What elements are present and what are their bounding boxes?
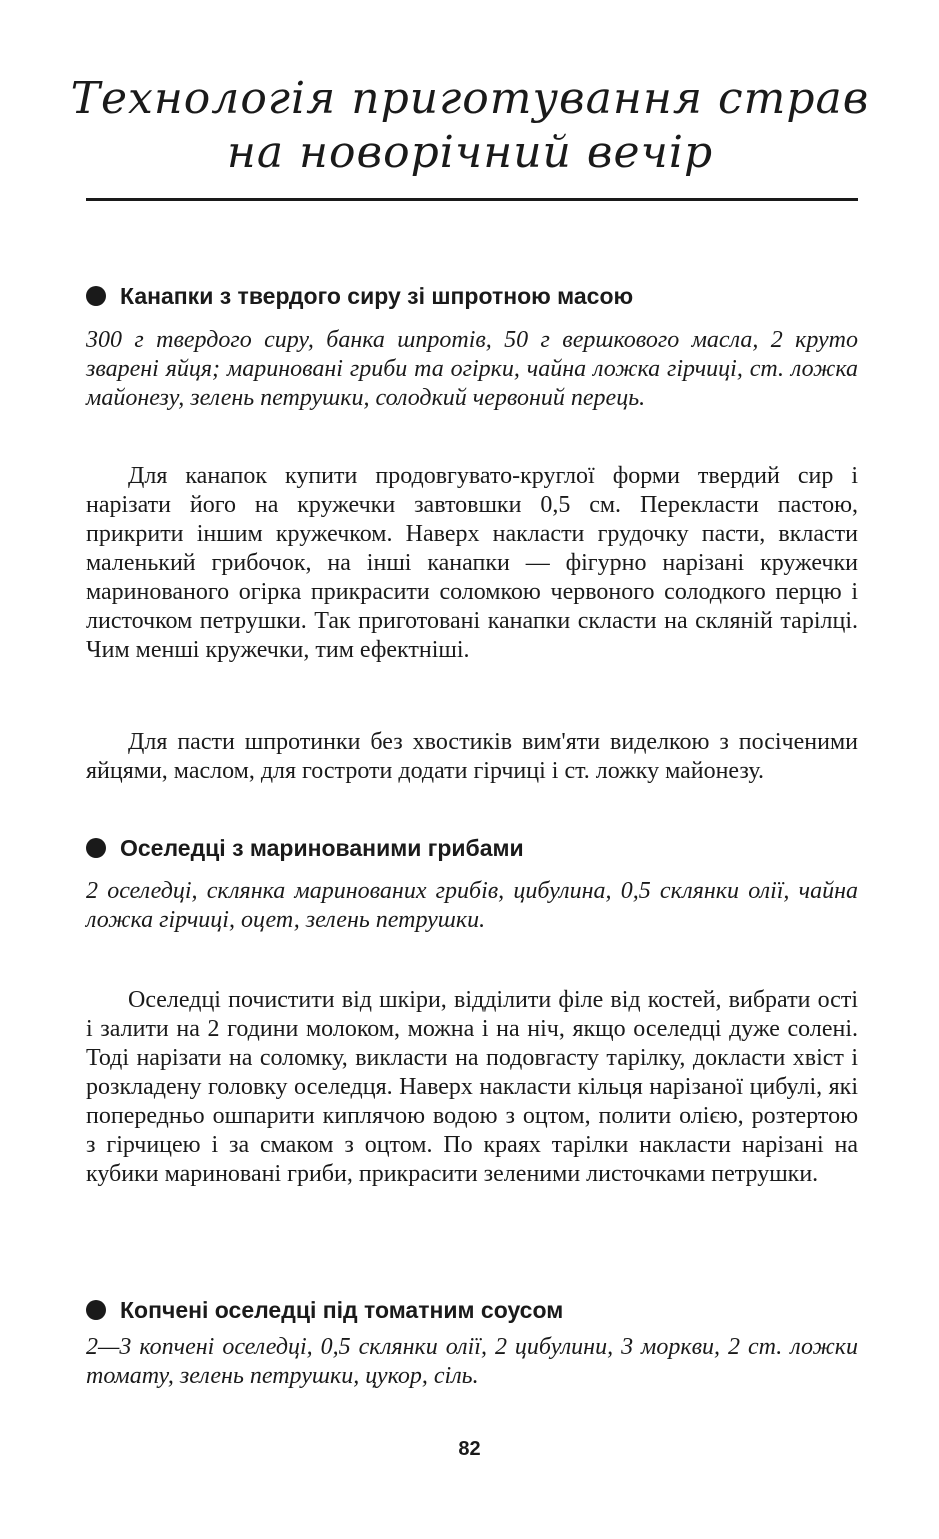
recipe-heading-canapes xyxy=(86,281,866,311)
recipe-paragraph: Для канапок купити продовгувато-круглої форми твердий сир і нарізати його на кружечки завтовшки 0,5 см. Перекласти пастою, прикрити іншим кружечком. Наверх накласти грудочку пасти, вкласти маленький грибочок, на інші канапки — фігурно нарізані кружечки маринованого огірка прикрасити соломкою червоного солодкого перцю і листочком петрушки. Так приготовані канапки скласти на скляній тарілці. Чим менші кружечки, тим ефектніші. xyxy=(86,463,858,663)
title-divider xyxy=(86,198,858,201)
recipe-heading-text: Копчені оселедці під томатним соусом xyxy=(120,1297,564,1323)
bullet-icon xyxy=(86,838,106,858)
recipe-heading-text: Канапки з твердого сиру зі шпротною масою xyxy=(120,283,634,309)
recipe-ingredients-herring: 2 оселедці, склянка маринованих грибів, цибулина, 0,5 склянки олії, чайна ложка гірчиці, оцет, зелень петрушки. xyxy=(86,878,858,933)
page-title-line-1: Технологія приготування страв xyxy=(70,73,870,124)
recipe-ingredients-canapes: 300 г твердого сиру, банка шпротів, 50 г вершкового масла, 2 круто зварені яйця; мариновані гриби та огірки, чайна ложка гірчиці, ст. ложка майонезу, зелень петрушки, солодкий червоний перець. xyxy=(86,327,858,411)
bullet-icon xyxy=(86,286,106,306)
recipe-ingredients-smoked-herring: 2—3 копчені оселедці, 0,5 склянки олії, 2 цибулини, 3 моркви, 2 ст. ложки томату, зелень петрушки, цукор, сіль. xyxy=(86,1334,858,1389)
bullet-icon xyxy=(86,1300,106,1320)
recipe-heading-herring xyxy=(86,833,866,863)
recipe-heading-smoked-herring xyxy=(86,1295,866,1325)
recipe-paragraph: Оселедці почистити від шкіри, відділити філе від костей, вибрати ості і залити на 2 години молоком, можна і на ніч, якщо оселедці дуже солені. Тоді нарізати на соломку, викласти на подовгасту тарілку, докласти хвіст і розкладену головку оселедця. Наверх накласти кільця нарізаної цибулі, які попередньо ошпарити киплячою водою з оцтом, полити олією, розтертою з гірчицею і за смаком з оцтом. По краях тарілки накласти нарізані на кубики мариновані гриби, прикрасити зеленими листочками петрушки. xyxy=(86,987,858,1187)
page-title-line-2: на новорічний вечір xyxy=(226,127,714,178)
page-number: 82 xyxy=(458,1438,481,1460)
recipe-paragraph: Для пасти шпротинки без хвостиків вим'яти виделкою з посіченими яйцями, маслом, для гостроти додати гірчиці і ст. ложку майонезу. xyxy=(86,729,858,784)
recipe-heading-text: Оселедці з маринованими грибами xyxy=(120,835,524,861)
